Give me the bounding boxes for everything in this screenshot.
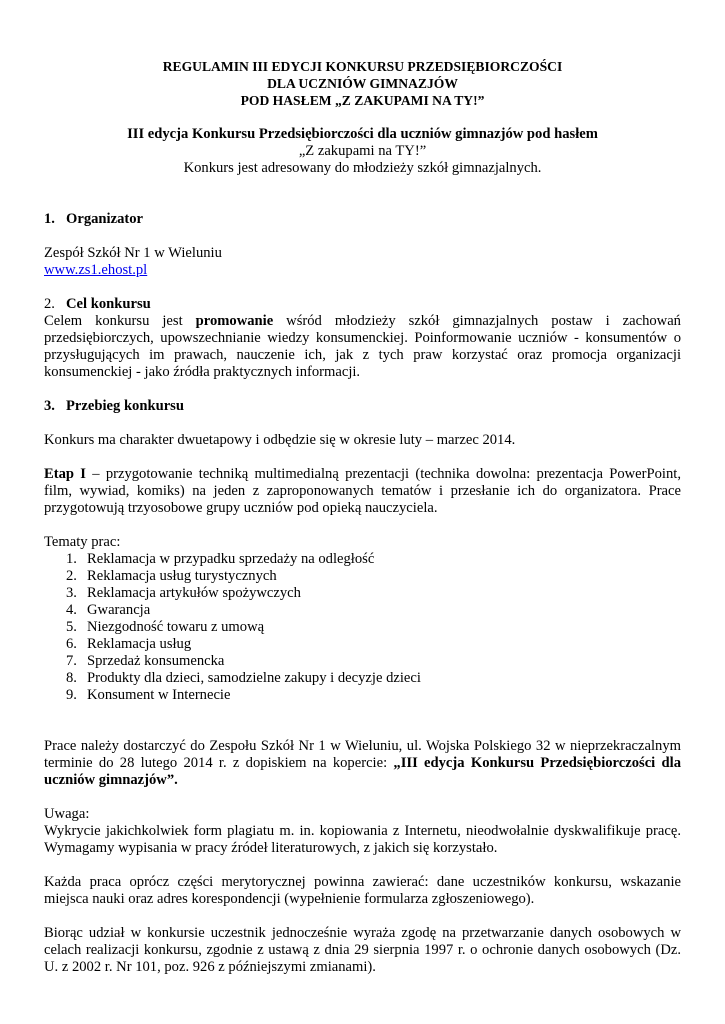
- title-line-3: POD HASŁEM „Z ZAKUPAMI NA TY!”: [240, 93, 485, 108]
- topic-item: [44, 670, 681, 687]
- delivery-envelope-note: „III edycja Konkursu Przedsiębiorczości dla uczniów gimnazjów”.: [44, 755, 681, 788]
- topic-text: Sprzedaż konsumencka: [87, 653, 225, 669]
- stage-text: – przygotowanie techniką multimedialną prezentacji (technika dowolna: prezentacja PowerPoint, film, wywiad, komiks) na jeden z zaproponowanych tematów i przesłanie ich do organizatora. Prace przygotowują trzyosobowe grupy uczniów pod opieką nauczyciela.: [44, 466, 681, 516]
- format-paragraph: Konkurs ma charakter dwuetapowy i odbędzie się w okresie luty – marzec 2014.: [44, 432, 516, 448]
- topic-text: Produkty dla dzieci, samodzielne zakupy i decyzje dzieci: [87, 670, 421, 686]
- section-number: 3.: [44, 398, 55, 414]
- topic-item: [44, 619, 681, 636]
- section-number: 1.: [44, 211, 55, 227]
- topic-item: [44, 585, 681, 602]
- section-3-heading: [44, 398, 681, 415]
- topic-text: Reklamacja usług: [87, 636, 192, 652]
- topic-item: [44, 568, 681, 585]
- topic-number: 1.: [66, 551, 77, 567]
- topic-item: [44, 636, 681, 653]
- topic-number: 3.: [66, 585, 77, 601]
- topic-text: Konsument w Internecie: [87, 687, 231, 703]
- note-text: Wykrycie jakichkolwiek form plagiatu m. in. kopiowania z Internetu, nieodwołalnie dyskwalifikuje pracę. Wymagamy wypisania w pracy źródeł literaturowych, z jakich się korzystało.: [44, 823, 681, 856]
- topic-number: 2.: [66, 568, 77, 584]
- topic-text: Niezgodność towaru z umową: [87, 619, 265, 635]
- topic-item: [44, 687, 681, 704]
- section-2-heading: [44, 296, 681, 313]
- note-label: Uwaga:: [44, 806, 90, 822]
- topic-item: [44, 653, 681, 670]
- document-title: [44, 58, 681, 109]
- topic-item: [44, 551, 681, 568]
- goal-text-start: Celem konkursu jest: [44, 313, 196, 329]
- section-1-heading: [44, 211, 681, 228]
- goal-paragraph: [44, 313, 681, 381]
- content-requirements-paragraph: Każda praca oprócz części merytorycznej powinna zawierać: dane uczestników konkursu, wskazanie miejsca nauki oraz adres korespondencji (wypełnienie formularza zgłoszeniowego).: [44, 874, 681, 907]
- intro-line-3: Konkurs jest adresowany do młodzieży szkół gimnazjalnych.: [183, 160, 542, 176]
- topics-label: Tematy prac:: [44, 534, 121, 550]
- section-title: Organizator: [66, 211, 144, 227]
- topic-text: Reklamacja artykułów spożywczych: [87, 585, 301, 601]
- title-line-2: DLA UCZNIÓW GIMNAZJÓW: [267, 76, 458, 91]
- intro-line-2: „Z zakupami na TY!”: [298, 143, 427, 159]
- goal-text-rest: wśród młodzieży szkół gimnazjalnych postaw i zachowań przedsiębiorczych, upowszechnianie wiedzy konsumenckiej. Poinformowanie uczniów - konsumentów o przysługujących im prawach, nauczenie ich, jak z tych praw korzystać oraz promocja organizacji konsumenckiej - jako źródła praktycznych informacji.: [44, 313, 681, 380]
- section-number: 2.: [44, 296, 55, 312]
- document-page: [44, 58, 681, 976]
- section-title: Cel konkursu: [66, 296, 151, 312]
- delivery-text: Prace należy dostarczyć do Zespołu Szkół Nr 1 w Wieluniu, ul. Wojska Polskiego 32 w nieprzekraczalnym terminie do 28 lutego 2014 r. z dopiskiem na kopercie:: [44, 738, 681, 771]
- title-line-1: REGULAMIN III EDYCJI KONKURSU PRZEDSIĘBIORCZOŚCI: [162, 59, 563, 74]
- intro: [44, 126, 681, 177]
- organizer-name: Zespół Szkół Nr 1 w Wieluniu: [44, 245, 222, 261]
- topics-list: [44, 551, 681, 704]
- topic-number: 9.: [66, 687, 77, 703]
- stage-paragraph: [44, 466, 681, 517]
- delivery-paragraph: [44, 738, 681, 789]
- topic-text: Reklamacja usług turystycznych: [87, 568, 277, 584]
- stage-label: Etap I: [44, 466, 86, 482]
- topic-text: Gwarancja: [87, 602, 151, 618]
- topic-text: Reklamacja w przypadku sprzedaży na odległość: [87, 551, 375, 567]
- topic-item: [44, 602, 681, 619]
- organizer-website-link[interactable]: www.zs1.ehost.pl: [44, 262, 148, 278]
- section-title: Przebieg konkursu: [66, 398, 184, 414]
- topic-number: 7.: [66, 653, 77, 669]
- topic-number: 6.: [66, 636, 77, 652]
- goal-text-bold: promowanie: [195, 313, 274, 329]
- topic-number: 5.: [66, 619, 77, 635]
- consent-paragraph: Biorąc udział w konkursie uczestnik jednocześnie wyraża zgodę na przetwarzanie danych osobowych w celach realizacji konkursu, zgodnie z ustawą z dnia 29 sierpnia 1997 r. o ochronie danych osobowych (Dz. U. z 2002 r. Nr 101, poz. 926 z późniejszymi zmianami).: [44, 925, 681, 975]
- intro-line-1: III edycja Konkursu Przedsiębiorczości dla uczniów gimnazjów pod hasłem: [127, 126, 598, 142]
- topic-number: 8.: [66, 670, 77, 686]
- topic-number: 4.: [66, 602, 77, 618]
